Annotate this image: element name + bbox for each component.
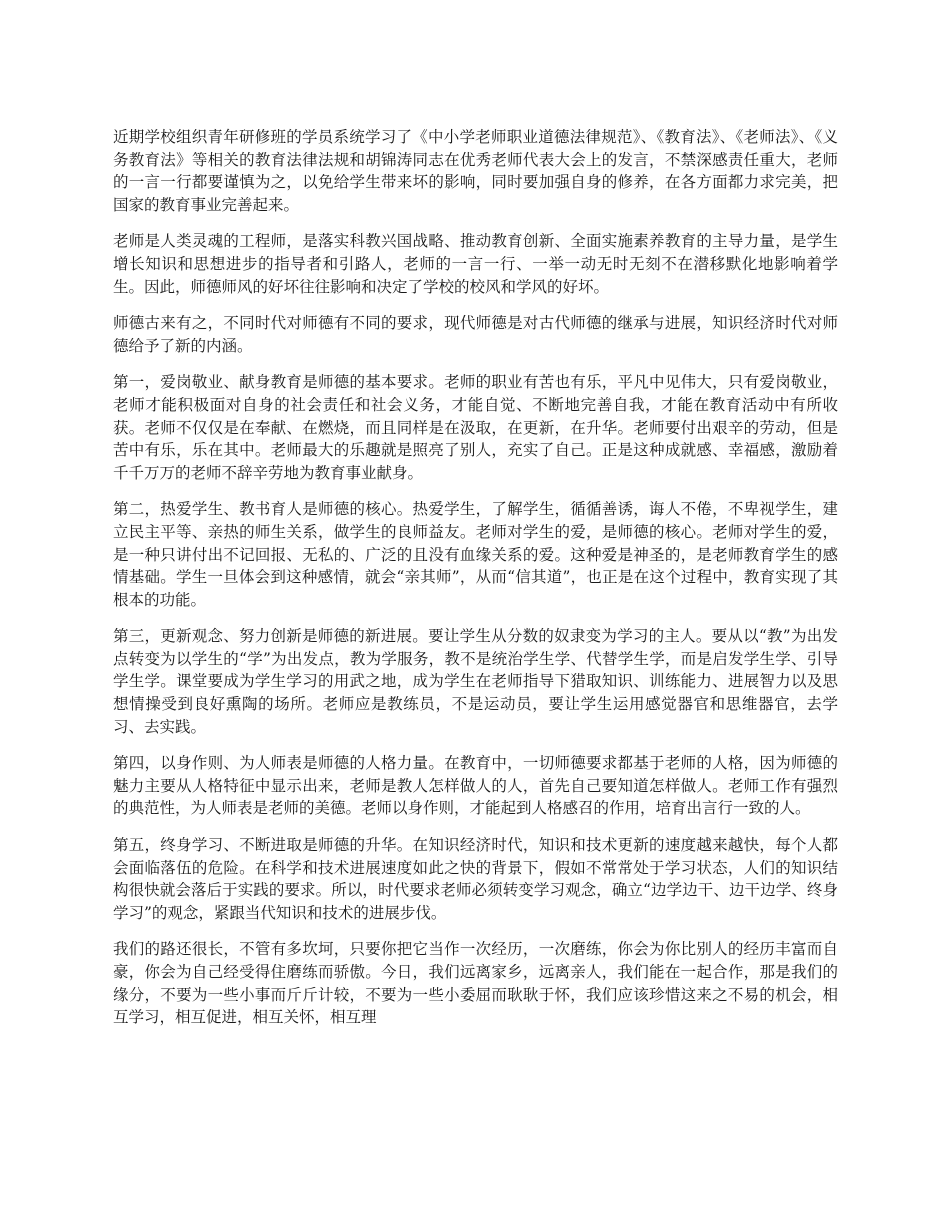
paragraph-ethics-history: 师德古来有之，不同时代对师德有不同的要求，现代师德是对古代师德的继承与进展，知识经济时代对师德给予了新的内涵。 bbox=[113, 314, 838, 355]
paragraph-point-two: 第二，热爱学生、教书育人是师德的核心。热爱学生，了解学生，循循善诱，诲人不倦，不卑视学生，建立民主平等、亲热的师生关系，做学生的良师益友。老师对学生的爱，是师德的核心。老师对学生的爱，是一种只讲付出不记回报、无私的、广泛的且没有血缘关系的爱。这种爱是神圣的，是老师教育学生的感情基础。学生一旦体会到这种感情，就会“亲其师”，从而“信其道”，也正是在这个过程中，教育实现了其根本的功能。 bbox=[113, 500, 838, 609]
paragraph-teacher-role: 老师是人类灵魂的工程师，是落实科教兴国战略、推动教育创新、全面实施素养教育的主导力量，是学生增长知识和思想进步的指导者和引路人，老师的一言一行、一举一动无时无刻不在潜移默化地影响着学生。因此，师德师风的好坏往往影响和决定了学校的校风和学风的好坏。 bbox=[113, 232, 838, 296]
paragraph-point-five: 第五，终身学习、不断进取是师德的升华。在知识经济时代，知识和技术更新的速度越来越快，每个人都会面临落伍的危险。在科学和技术进展速度如此之快的背景下，假如不常常处于学习状态，人们的知识结构很快就会落后于实践的要求。所以，时代要求老师必须转变学习观念，确立“边学边干、边干边学、终身学习”的观念，紧跟当代知识和技术的进展步伐。 bbox=[113, 836, 838, 922]
paragraph-closing: 我们的路还很长，不管有多坎坷，只要你把它当作一次经历，一次磨练，你会为你比别人的经历丰富而自豪，你会为自己经受得住磨练而骄傲。今日，我们远离家乡，远离亲人，我们能在一起合作，那是我们的缘分，不要为一些小事而斤斤计较，不要为一些小委屈而耿耿于怀，我们应该珍惜这来之不易的机会，相互学习，相互促进，相互关怀，相互理 bbox=[113, 940, 838, 1027]
paragraph-intro: 近期学校组织青年研修班的学员系统学习了《中小学老师职业道德法律规范》、《教育法》、《老师法》、《义务教育法》等相关的教育法律法规和胡锦涛同志在优秀老师代表大会上的发言，不禁深感责任重大，老师的一言一行都要谨慎为之，以免给学生带来坏的影响，同时要加强自身的修养，在各方面都力求完美，把国家的教育事业完善起来。 bbox=[113, 128, 838, 214]
paragraph-point-four: 第四，以身作则、为人师表是师德的人格力量。在教育中，一切师德要求都基于老师的人格，因为师德的魅力主要从人格特征中显示出来，老师是教人怎样做人的人，首先自己要知道怎样做人。老师工作有强烈的典范性，为人师表是老师的美德。老师以身作则，才能起到人格感召的作用，培育出言行一致的人。 bbox=[113, 754, 838, 818]
document-body bbox=[113, 126, 838, 1043]
paragraph-point-three: 第三，更新观念、努力创新是师德的新进展。要让学生从分数的奴隶变为学习的主人。要从以“教”为出发点转变为以学生的“学”为出发点，教为学服务，教不是统治学生学、代替学生学，而是启发学生学、引导学生学。课堂要成为学生学习的用武之地，成为学生在老师指导下猎取知识、训练能力、进展智力以及思想情操受到良好熏陶的场所。老师应是教练员，不是运动员，要让学生运用感觉器官和思维器官，去学习、去实践。 bbox=[113, 627, 838, 736]
paragraph-point-one: 第一，爱岗敬业、献身教育是师德的基本要求。老师的职业有苦也有乐，平凡中见伟大，只有爱岗敬业，老师才能积极面对自身的社会责任和社会义务，才能自觉、不断地完善自我，才能在教育活动中有所收获。老师不仅仅是在奉献、在燃烧，而且同样是在汲取，在更新，在升华。老师要付出艰辛的劳动，但是苦中有乐，乐在其中。老师最大的乐趣就是照亮了别人，充实了自己。正是这种成就感、幸福感，激励着千千万万的老师不辞辛劳地为教育事业献身。 bbox=[113, 373, 838, 482]
